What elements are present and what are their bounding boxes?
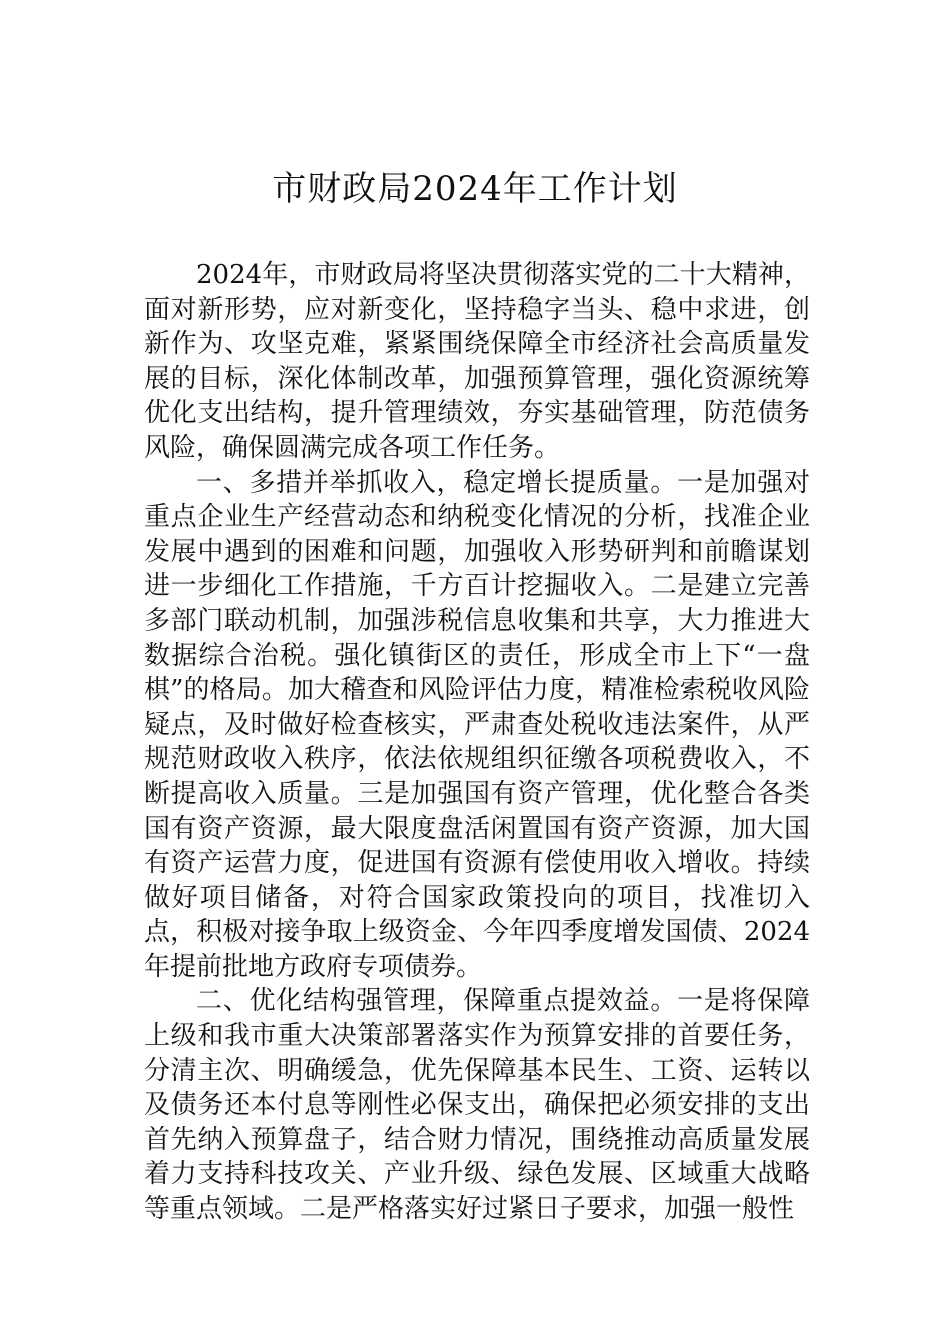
paragraph-intro: 2024年，市财政局将坚决贯彻落实党的二十大精神，面对新形势，应对新变化，坚持稳字当头、稳中求进，创新作为、攻坚克难，紧紧围绕保障全市经济社会高质量发展的目标，深化体制改革，加强预算管理，强化资源统筹优化支出结构，提升管理绩效，夯实基础管理，防范债务风险，确保圆满完成各项工作任务。 <box>144 260 810 463</box>
paragraph-section-2: 二、优化结构强管理，保障重点提效益。一是将保障上级和我市重大决策部署落实作为预算安排的首要任务，分清主次、明确缓急，优先保障基本民生、工资、运转以及债务还本付息等刚性必保支出，确保把必须安排的支出首先纳入预算盘子，结合财力情况，围绕推动高质量发展着力支持科技攻关、产业升级、绿色发展、区域重大战略等重点领域。二是严格落实好过紧日子要求，加强一般性 <box>144 986 810 1225</box>
paragraph-section-1: 一、多措并举抓收入，稳定增长提质量。一是加强对重点企业生产经营动态和纳税变化情况的分析，找准企业发展中遇到的困难和问题，加强收入形势研判和前瞻谋划进一步细化工作措施，千方百计挖掘收入。二是建立完善多部门联动机制，加强涉税信息收集和共享，大力推进大数据综合治税。强化镇街区的责任，形成全市上下“一盘棋”的格局。加大稽查和风险评估力度，精准检索税收风险疑点，及时做好检查核实，严肃查处税收违法案件，从严规范财政收入秩序，依法依规组织征缴各项税费收入，不断提高收入质量。三是加强国有资产管理，优化整合各类国有资产资源，最大限度盘活闲置国有资产资源，加大国有资产运营力度，促进国有资源有偿使用收入增收。持续做好项目储备，对符合国家政策投向的项目，找准切入点，积极对接争取上级资金、今年四季度增发国债、2024年提前批地方政府专项债券。 <box>144 467 810 982</box>
document-title: 市财政局2024年工作计划 <box>272 169 678 209</box>
document-body <box>144 258 810 1227</box>
